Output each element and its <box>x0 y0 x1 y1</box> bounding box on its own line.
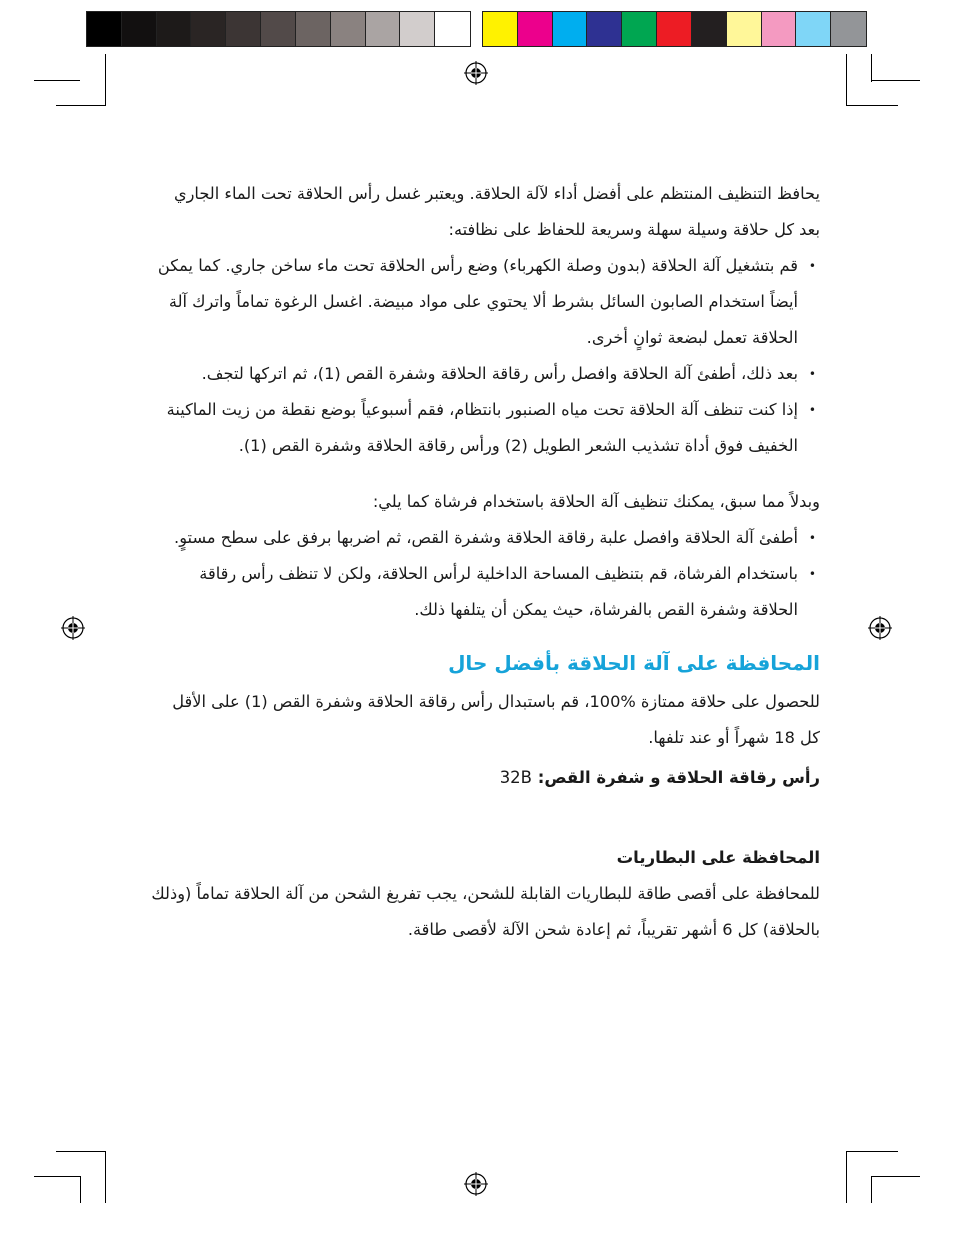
section-heading-batteries: المحافظة على البطاريات <box>616 848 820 867</box>
crop-mark <box>846 105 898 106</box>
list-item: • باستخدام الفرشاة، قم بتنظيف المساحة الداخلية لرأس الحلاقة، ولكن لا تنظف رأس رقاقة الحلاقة وشفرة القص بالفرشاة، حيث يمكن أن يتلفها ذلك. <box>150 556 820 628</box>
brush-steps-list <box>150 520 820 628</box>
color-swatch <box>191 12 226 46</box>
crop-mark <box>871 54 872 82</box>
part-code: 32B <box>499 768 533 787</box>
registration-mark-icon <box>61 616 85 640</box>
process-color-bar <box>482 11 867 47</box>
bullet-icon: • <box>808 567 816 581</box>
color-swatch <box>553 12 588 46</box>
crop-mark <box>34 80 80 81</box>
bullet-icon: • <box>808 259 816 273</box>
list-item: • أطفئ آلة الحلاقة وافصل علبة رقاقة الحلاقة وشفرة القص، ثم اضربها برفق على سطح مستوٍ. <box>150 520 820 556</box>
color-swatch <box>762 12 797 46</box>
crop-mark <box>34 1176 80 1177</box>
cleaning-steps-list <box>150 248 820 464</box>
color-swatch <box>692 12 727 46</box>
crop-mark <box>80 1176 81 1203</box>
color-swatch <box>796 12 831 46</box>
brush-cleaning-intro: وبدلاً مما سبق، يمكنك تنظيف آلة الحلاقة باستخدام فرشاة كما يلي: <box>372 492 820 511</box>
crop-mark <box>871 1176 872 1203</box>
crop-mark <box>56 1151 106 1152</box>
color-swatch <box>122 12 157 46</box>
registration-mark-icon <box>464 61 488 85</box>
crop-mark <box>105 1151 106 1203</box>
color-swatch <box>296 12 331 46</box>
list-item: • بعد ذلك، أطفئ آلة الحلاقة وافصل رأس رقاقة الحلاقة وشفرة القص (1)، ثم اتركها لتجف. <box>150 356 820 392</box>
color-swatch <box>87 12 122 46</box>
color-swatch <box>831 12 866 46</box>
color-swatch <box>366 12 401 46</box>
grayscale-bar <box>86 11 471 47</box>
color-swatch <box>483 12 518 46</box>
crop-mark <box>846 54 847 106</box>
color-swatch <box>226 12 261 46</box>
section-heading-maintenance: المحافظة على آلة الحلاقة بأفضل حال <box>448 651 820 675</box>
crop-mark <box>105 54 106 106</box>
color-swatch <box>400 12 435 46</box>
crop-mark <box>56 105 106 106</box>
part-label: رأس رقاقة الحلاقة و شفرة القص: <box>537 768 820 787</box>
color-swatch <box>331 12 366 46</box>
color-swatch <box>657 12 692 46</box>
bullet-icon: • <box>808 403 816 417</box>
batteries-body: للمحافظة على أقصى طاقة للبطاريات القابلة للشحن، يجب تفريغ الشحن من آلة الحلاقة تماماً (وذلك بالحلاقة) كل 6 أشهر تقريباً، ثم إعادة شحن الآلة لأقصى طاقة. <box>151 884 820 939</box>
registration-mark-icon <box>464 1172 488 1196</box>
crop-mark <box>872 1176 920 1177</box>
crop-mark <box>872 80 920 81</box>
bullet-icon: • <box>808 531 816 545</box>
color-swatch <box>261 12 296 46</box>
list-item: • إذا كنت تنظف آلة الحلاقة تحت مياه الصنبور بانتظام، فقم أسبوعياً بوضع نقطة من زيت الماكينة الخفيف فوق أداة تشذيب الشعر الطويل (2) ورأس رقاقة الحلاقة وشفرة القص (1). <box>150 392 820 464</box>
color-swatch <box>435 12 470 46</box>
color-swatch <box>587 12 622 46</box>
crop-mark <box>846 1151 898 1152</box>
registration-mark-icon <box>868 616 892 640</box>
cleaning-intro: يحافظ التنظيف المنتظم على أفضل أداء لآلة الحلاقة. ويعتبر غسل رأس الحلاقة تحت الماء الجاري بعد كل حلاقة وسيلة سهلة وسريعة للحفاظ على نظافته: <box>173 184 820 239</box>
replacement-part <box>150 760 820 796</box>
color-swatch <box>518 12 553 46</box>
crop-mark <box>846 1151 847 1203</box>
bullet-icon: • <box>808 367 816 381</box>
color-swatch <box>622 12 657 46</box>
color-swatch <box>727 12 762 46</box>
manual-page-content <box>150 176 820 948</box>
maintenance-body: للحصول على حلاقة ممتازة %100، قم باستبدال رأس رقاقة الحلاقة وشفرة القص (1) على الأقل كل 18 شهراً أو عند تلفها. <box>172 692 820 747</box>
list-item: • قم بتشغيل آلة الحلاقة (بدون وصلة الكهرباء) وضع رأس الحلاقة تحت ماء ساخن جاري. كما يمكن أيضاً استخدام الصابون السائل بشرط ألا يحتوي على مواد مبيضة. اغسل الرغوة تماماً واترك آلة الحلاقة تعمل لبضعة ثوانٍ أخرى. <box>150 248 820 356</box>
color-swatch <box>157 12 192 46</box>
